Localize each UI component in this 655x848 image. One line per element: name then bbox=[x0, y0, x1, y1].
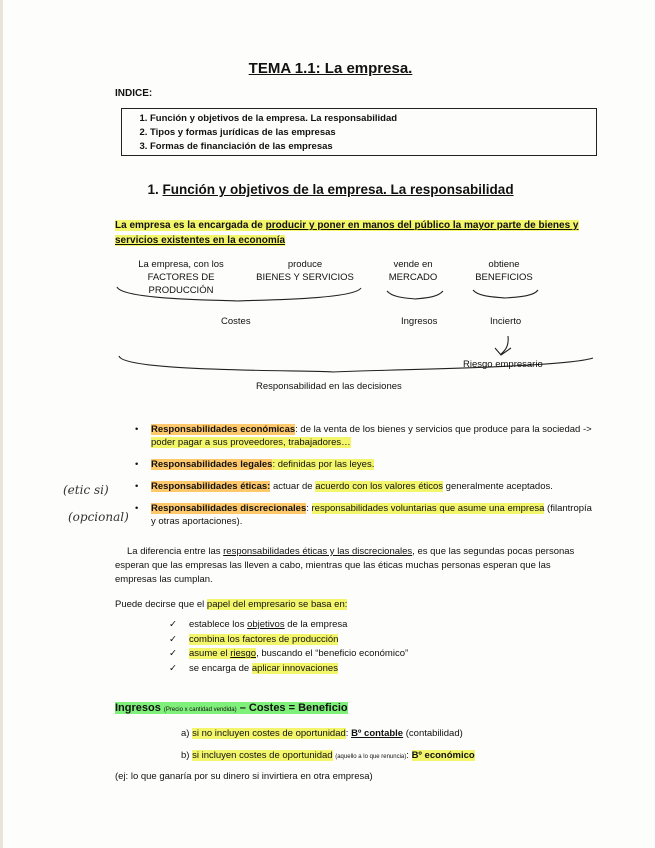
diagram-label: La empresa, con los bbox=[138, 259, 224, 270]
resp-highlight: : definidas por las leyes. bbox=[272, 459, 375, 470]
check-text: de la empresa bbox=[284, 619, 348, 630]
diagram-label: MERCADO bbox=[388, 272, 438, 283]
paragraph-text: La diferencia entre las bbox=[127, 546, 224, 557]
formula-highlight bbox=[115, 702, 348, 714]
diagram-braces bbox=[3, 0, 655, 400]
toc-item: 2. Tipos y formas jurídicas de las empresas bbox=[150, 126, 596, 140]
check-highlight: asume el bbox=[189, 648, 231, 659]
formula-note: (Precio x cantidad vendida) bbox=[163, 707, 237, 713]
formula-text: Ingresos bbox=[115, 702, 161, 714]
check-text: se encarga de bbox=[189, 662, 252, 674]
case-text: : bbox=[406, 750, 412, 761]
riesgo-label: Riesgo empresario bbox=[463, 359, 543, 370]
responsibilities-list bbox=[135, 423, 595, 537]
list-item bbox=[135, 458, 595, 471]
check-highlight: combina los factores de producción bbox=[189, 633, 339, 645]
intro-highlight: producir y poner en manos del público la mayor parte de bienes y servicios existentes en la economía bbox=[115, 220, 579, 246]
resp-text: : de la venta de los bienes y servicios que produce para la sociedad -> bbox=[295, 424, 592, 435]
list-item bbox=[135, 480, 595, 493]
case-text: b) bbox=[181, 750, 193, 761]
check-text: , buscando el “beneficio económico” bbox=[256, 648, 409, 659]
diagram-label: vende en bbox=[393, 259, 433, 270]
empresario-checklist bbox=[169, 618, 408, 676]
paragraph-text: , es que las segundas pocas personas esperan que las empresas las lleven a cabo, mientras que las éticas muchas personas esperan que las empresas las cumplan. bbox=[115, 546, 575, 585]
diagram-label: BIENES Y SERVICIOS bbox=[256, 272, 354, 283]
profit-formula bbox=[115, 702, 348, 714]
ingresos-label: Ingresos bbox=[401, 316, 438, 327]
ingresos-brace bbox=[387, 291, 443, 299]
check-icon: ✓ bbox=[169, 648, 177, 659]
diagram-label: BENEFICIOS bbox=[475, 272, 533, 283]
section-title: Función y objetivos de la empresa. La responsabilidad bbox=[162, 182, 514, 197]
section-number: 1. bbox=[147, 182, 159, 197]
check-highlight: riesgo bbox=[230, 648, 257, 659]
list-item bbox=[169, 633, 408, 648]
resp-text: actuar de bbox=[270, 481, 316, 492]
paragraph-text: Puede decirse que el bbox=[115, 599, 207, 610]
toc-item: 3. Formas de financiación de las empresas bbox=[150, 140, 596, 154]
toc-item: 1. Función y objetivos de la empresa. La responsabilidad bbox=[150, 112, 596, 126]
check-icon: ✓ bbox=[169, 633, 177, 645]
case-note: (aquello a lo que renuncia) bbox=[335, 754, 407, 760]
case-b bbox=[181, 749, 475, 764]
case-text: a) bbox=[181, 728, 193, 739]
handwritten-note: (opcional) bbox=[68, 510, 129, 524]
diagram-label: FACTORES DE PRODUCCIÓN bbox=[147, 272, 215, 296]
diagram-label: produce bbox=[287, 259, 323, 270]
case-a bbox=[181, 727, 463, 741]
case-bold: Bº económico bbox=[411, 750, 475, 761]
resp-label: Responsabilidades legales bbox=[151, 459, 273, 470]
incierto-brace bbox=[473, 290, 538, 298]
paragraph-underline: responsabilidades éticas y las discrecionales bbox=[223, 546, 413, 557]
resp-highlight: acuerdo con los valores éticos bbox=[315, 481, 444, 492]
case-text: (contabilidad) bbox=[403, 728, 463, 739]
page-title: TEMA 1.1: La empresa. bbox=[248, 60, 413, 77]
resp-label: Responsabilidades éticas: bbox=[151, 481, 271, 492]
case-highlight: si no incluyen costes de oportunidad bbox=[192, 728, 346, 739]
riesgo-arrow bbox=[495, 336, 511, 355]
resp-highlight: poder pagar a sus proveedores, trabajadores… bbox=[151, 437, 351, 448]
index-heading: INDICE: bbox=[115, 88, 153, 99]
list-item bbox=[169, 618, 408, 633]
check-icon: ✓ bbox=[169, 619, 177, 630]
check-icon: ✓ bbox=[169, 662, 177, 674]
resp-label: Responsabilidades económicas bbox=[151, 424, 296, 435]
diagram-label: obtiene bbox=[488, 259, 520, 270]
list-item bbox=[135, 502, 595, 528]
difference-paragraph bbox=[115, 545, 593, 587]
case-highlight: si incluyen costes de oportunidad bbox=[192, 750, 333, 761]
check-highlight: aplicar innovaciones bbox=[251, 662, 338, 674]
resp-highlight: responsabilidades voluntarias que asume una empresa bbox=[311, 503, 545, 514]
case-text: : bbox=[345, 728, 352, 739]
papel-paragraph bbox=[115, 598, 347, 612]
check-underline: objetivos bbox=[247, 619, 285, 630]
intro-part: La empresa es la encargada de bbox=[115, 220, 266, 231]
resp-text: : bbox=[306, 503, 312, 514]
costes-label: Costes bbox=[221, 316, 251, 327]
paragraph-highlight: papel del empresario se basa en: bbox=[206, 599, 348, 610]
formula-text: – Costes = Beneficio bbox=[236, 702, 348, 714]
resp-label: Responsabilidades discrecionales bbox=[151, 503, 307, 514]
check-text: establece los bbox=[189, 619, 248, 630]
resp-text: generalmente aceptados. bbox=[443, 481, 553, 492]
costes-brace bbox=[117, 287, 361, 301]
case-bold: Bº contable bbox=[351, 728, 404, 739]
responsabilidad-label: Responsabilidad en las decisiones bbox=[256, 381, 402, 392]
list-item bbox=[169, 662, 408, 677]
example-note: (ej: lo que ganaría por su dinero si invirtiera en otra empresa) bbox=[115, 771, 373, 782]
list-item bbox=[135, 423, 595, 449]
resp-text: (filantropía y otras aportaciones). bbox=[151, 503, 592, 527]
incierto-label: Incierto bbox=[490, 316, 522, 327]
handwritten-note: (etic si) bbox=[63, 483, 109, 497]
list-item bbox=[169, 647, 408, 662]
